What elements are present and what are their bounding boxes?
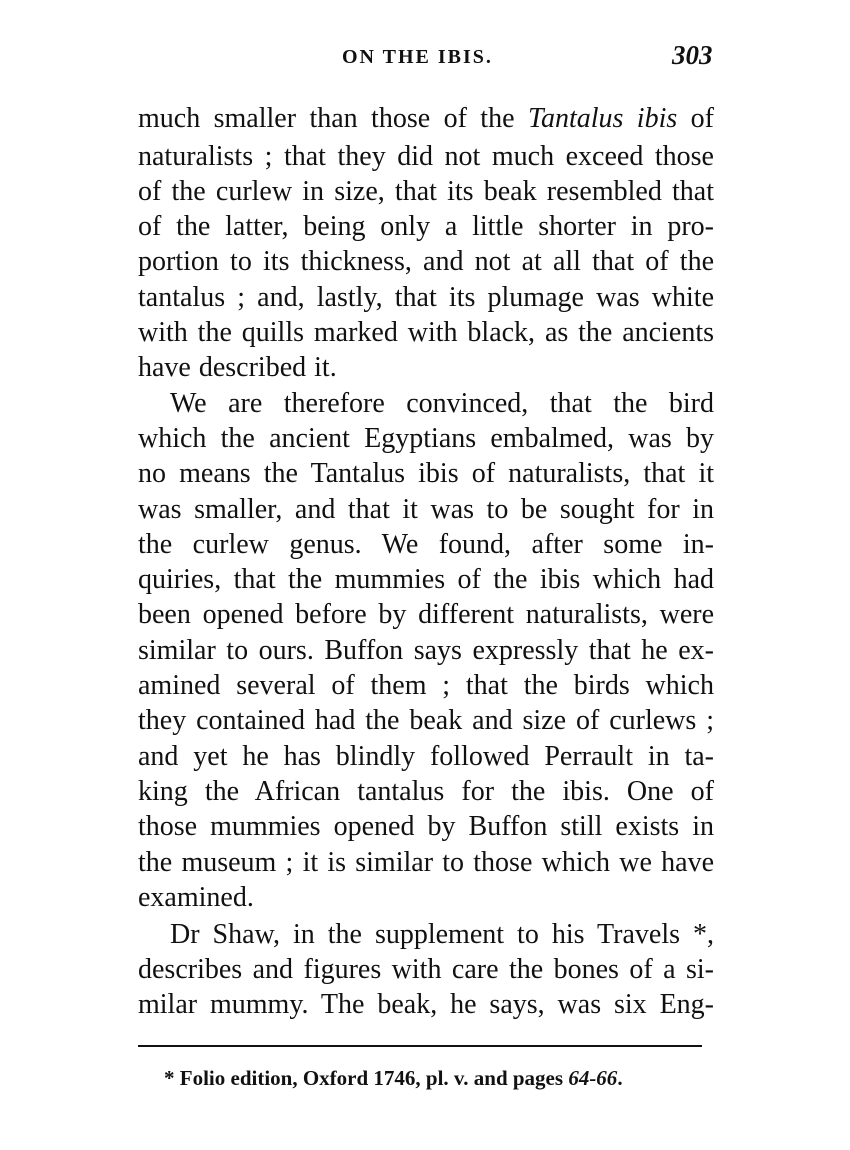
text-line: have described it. [138, 352, 337, 383]
text-line: milar mummy. The beak, he says, was six Eng- [138, 989, 714, 1020]
footnote-rule [138, 1045, 702, 1047]
text-line: amined several of them ; that the birds which [138, 670, 714, 701]
text-line: been opened before by different naturalists, were [138, 599, 714, 630]
text-line: of the curlew in size, that its beak resembled that [138, 176, 714, 207]
text-line: tantalus ; and, lastly, that its plumage was white [138, 282, 714, 313]
footnote: * Folio edition, Oxford 1746, pl. v. and pages 64-66. [164, 1066, 623, 1090]
text-line: which the ancient Egyptians embalmed, was by [138, 423, 714, 454]
page-number: 303 [672, 40, 713, 70]
text-line: the museum ; it is similar to those which we have [138, 847, 714, 878]
text-line: was smaller, and that it was to be sought for in [138, 494, 714, 525]
text-line: quiries, that the mummies of the ibis which had [138, 564, 714, 595]
text-line: much smaller than those of the Tantalus ibis of [138, 103, 714, 134]
text-line: the curlew genus. We found, after some in- [138, 529, 714, 560]
text-line: examined. [138, 882, 254, 913]
text-line: describes and figures with care the bones of a si- [138, 954, 714, 985]
paragraph-first-line: Dr Shaw, in the supplement to his Travels *, [170, 919, 714, 950]
footnote-pages: 64-66 [568, 1066, 618, 1090]
text-line: those mummies opened by Buffon still exists in [138, 811, 714, 842]
paragraph-first-line: We are therefore convinced, that the bird [170, 388, 714, 419]
text-line: and yet he has blindly followed Perrault in ta- [138, 741, 714, 772]
text-line: naturalists ; that they did not much exceed those [138, 141, 714, 172]
footnote-marker: * [164, 1066, 175, 1090]
text-line: they contained had the beak and size of curlews ; [138, 705, 714, 736]
text-line: of the latter, being only a little shorter in pro- [138, 211, 714, 242]
text-line: with the quills marked with black, as the ancients [138, 317, 714, 348]
text-line: similar to ours. Buffon says expressly that he ex- [138, 635, 714, 666]
running-title: ON THE IBIS. [342, 46, 493, 68]
text-line: portion to its thickness, and not at all that of the [138, 246, 714, 277]
text-line: no means the Tantalus ibis of naturalists, that it [138, 458, 714, 489]
species-name: Tantalus ibis [527, 103, 678, 134]
text-line: king the African tantalus for the ibis. One of [138, 776, 714, 807]
